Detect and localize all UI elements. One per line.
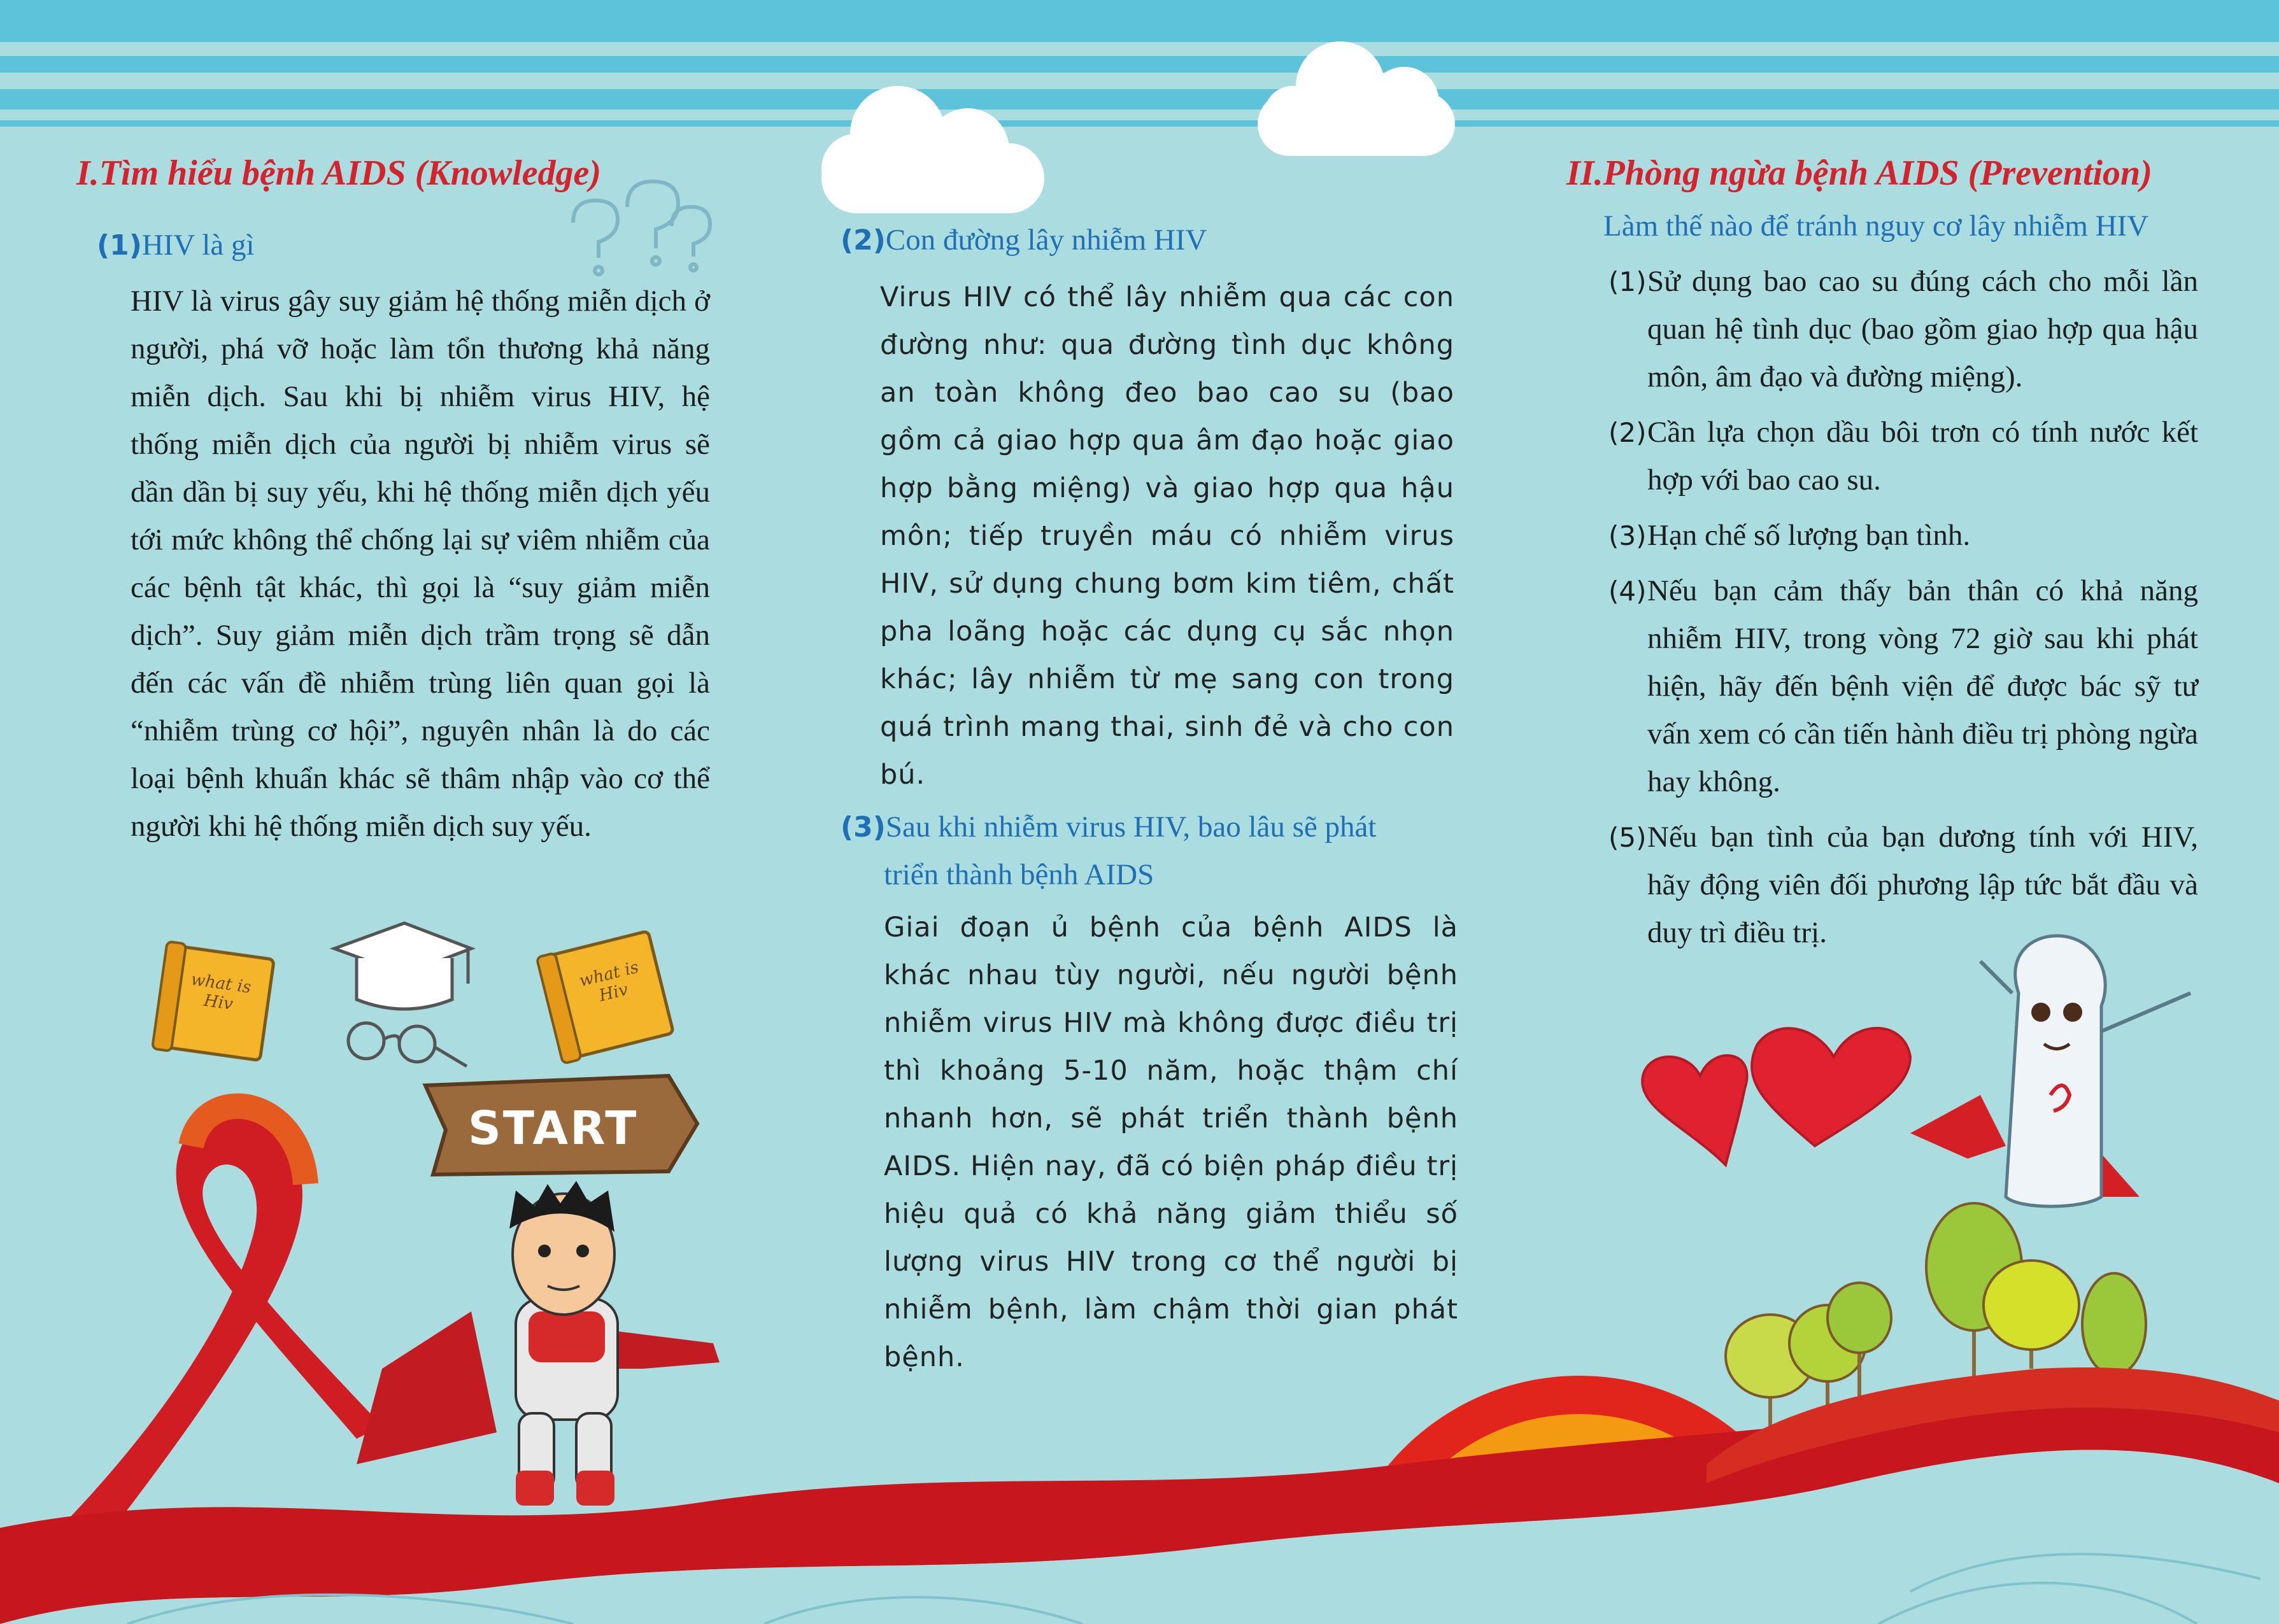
question-1-body: HIV là virus gây suy giảm hệ thống miễn dịch ở người, phá vỡ hoặc làm tổn thương khả năng miễn dịch. Sau khi bị nhiễm virus HIV, hệ thống miễn dịch của người bị nhiễm virus sẽ dần dần bị suy yếu, khi hệ thống miễn dịch yếu tới mức không thể chống lại sự viêm nhiễm của các bệnh tật khác, thì gọi là “suy giảm miễn dịch”. Suy giảm miễn dịch trầm trọng sẽ dẫn đến các vấn đề nhiễm trùng liên quan gọi là “nhiễm trùng cơ hội”, nguyên nhân là do các loại bệnh khuẩn khác sẽ thâm nhập vào cơ thể người khi hệ thống miễn dịch suy yếu. <box>131 285 710 843</box>
prevention-item-index: (5) <box>1608 822 1647 853</box>
question-1-title-text: HIV là gì <box>141 229 255 262</box>
heart-icon <box>1752 1028 1910 1146</box>
prevention-item-index: (2) <box>1608 417 1647 448</box>
prevention-item <box>1608 258 2198 401</box>
question-2-body: Virus HIV có thể lây nhiễm qua các con đường như: qua đường tình dục không an toàn không đeo bao cao su (bao gồm cả giao hợp qua âm đạo hoặc giao hợp bằng miệng) và giao hợp qua hậu môn; tiếp truyền máu có nhiễm virus HIV, sử dụng chung bơm kim tiêm, chất pha loãng hoặc các dụng cụ sắc nhọn khác; lây nhiễm từ mẹ sang con trong quá trình mang thai, sinh đẻ và cho con bú. <box>880 281 1454 791</box>
cloud-icon <box>821 86 1044 213</box>
graduation-cap-icon <box>334 923 471 1009</box>
prevention-item-text: Cần lựa chọn dầu bôi trơn có tính nước kết hợp với bao cao su. <box>1647 416 2198 497</box>
prevention-item-text: Nếu bạn cảm thấy bản thân có khả năng nhiễm HIV, trong vòng 72 giờ sau khi phát hiện, hãy đến bệnh viện để được bác sỹ tư vấn xem có cần tiến hành điều trị phòng ngừa hay không. <box>1647 574 2198 798</box>
question-2-index: (2) <box>841 224 886 257</box>
question-1-index: (1) <box>97 229 142 262</box>
prevention-item-index: (1) <box>1608 266 1647 297</box>
question-2-title <box>841 223 1207 257</box>
section-2-heading <box>1566 153 2152 194</box>
question-marks-icon <box>573 181 710 274</box>
cloud-icon <box>1258 41 1455 156</box>
prevention-item <box>1608 814 2198 957</box>
prevention-item <box>1608 409 2198 504</box>
question-1-title <box>97 228 255 262</box>
tree-icon <box>1984 1260 2079 1369</box>
section-1-heading <box>76 153 601 194</box>
tree-icon <box>2082 1273 2146 1375</box>
book-label: what is Hiv <box>577 957 641 1006</box>
section-1-number: I. <box>76 153 99 193</box>
prevention-item-index: (4) <box>1608 575 1647 607</box>
question-3-index: (3) <box>841 811 886 844</box>
question-3-title-line-2: triển thành bệnh AIDS <box>884 858 1154 891</box>
prevention-item-text: Sử dụng bao cao su đúng cách cho mỗi lần quan hệ tình dục (bao gồm giao hợp qua hậu môn, âm đạo và đường miệng). <box>1647 265 2198 393</box>
section-2-number: II. <box>1566 153 1603 193</box>
section-2-subtitle: Làm thế nào để tránh nguy cơ lây nhiễm HIV <box>1603 209 2149 243</box>
start-sign-label: START <box>468 1101 639 1155</box>
question-3-title <box>841 803 1376 899</box>
glasses-icon <box>348 1023 467 1066</box>
heart-icon <box>1642 1056 1747 1165</box>
question-2-title-text: Con đường lây nhiễm HIV <box>885 223 1207 257</box>
prevention-item <box>1608 512 2198 560</box>
section-2-title: Phòng ngừa bệnh AIDS (Prevention) <box>1603 153 2152 193</box>
question-3-body: Giai đoạn ủ bệnh của bệnh AIDS là khác nhau tùy người, nếu người bệnh nhiễm virus HIV mà không được điều trị thì khoảng 5-10 năm, hoặc thậm chí nhanh hơn, sẽ phát triển thành bệnh AIDS. Hiện nay, đã có biện pháp điều trị hiệu quả có khả năng giảm thiểu số lượng virus HIV trong cơ thể người bị nhiễm bệnh, làm chậm thời gian phát bệnh. <box>884 912 1458 1373</box>
prevention-item-text: Nếu bạn tình của bạn dương tính với HIV, hãy động viên đối phương lập tức bắt đầu và duy trì điều trị. <box>1647 821 2198 949</box>
prevention-item-index: (3) <box>1608 520 1647 551</box>
book-label: what is Hiv <box>190 970 253 1014</box>
superhero-character-icon <box>357 1181 720 1506</box>
tree-icon <box>1828 1283 1891 1401</box>
prevention-item <box>1608 567 2198 806</box>
section-1-title: Tìm hiểu bệnh AIDS (Knowledge) <box>99 153 602 193</box>
condom-mascot-icon <box>1910 936 2190 1206</box>
prevention-list <box>1608 258 2198 964</box>
prevention-item-text: Hạn chế số lượng bạn tình. <box>1647 519 1971 552</box>
question-3-title-line-1: Sau khi nhiễm virus HIV, bao lâu sẽ phát <box>885 810 1377 844</box>
